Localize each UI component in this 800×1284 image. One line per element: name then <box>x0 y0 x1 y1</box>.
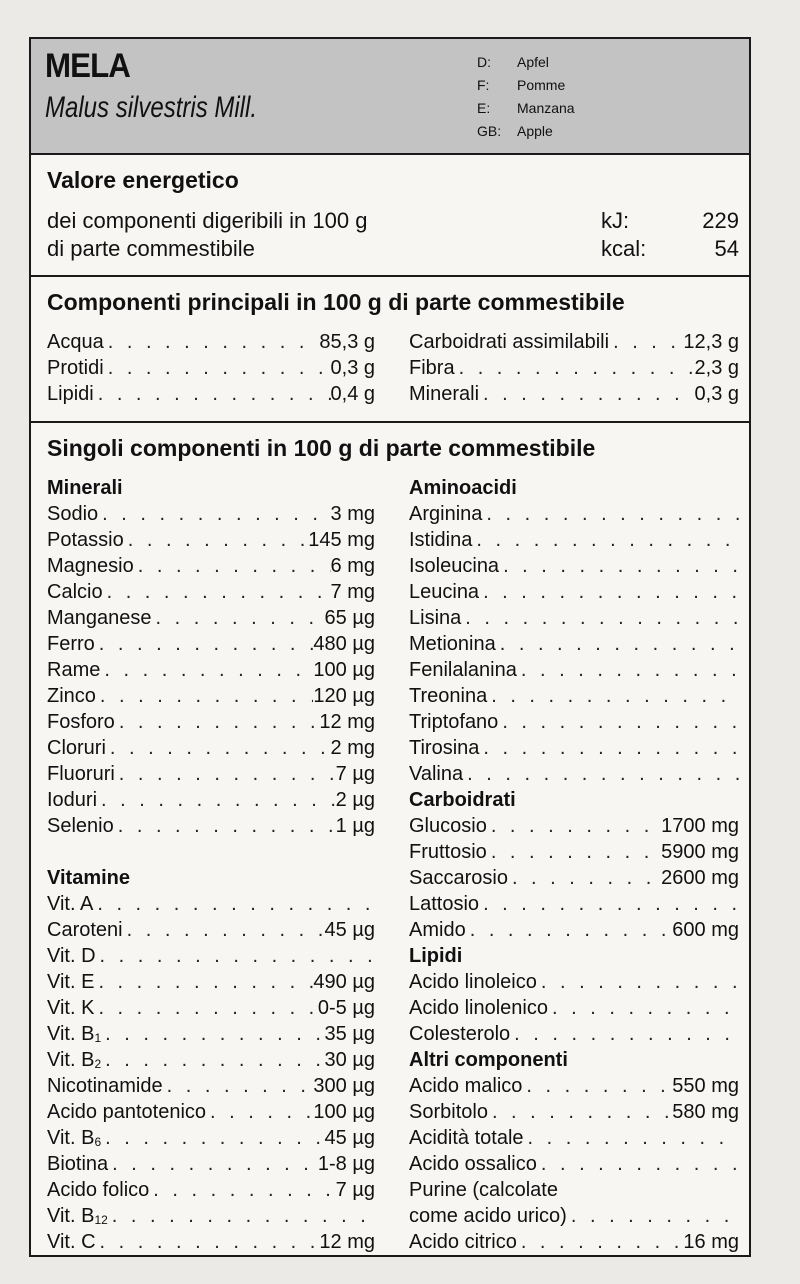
nutrient-label: Rame <box>47 659 101 681</box>
leader-dots <box>106 735 331 761</box>
leader-dots <box>487 683 739 709</box>
nutrient-label: Acqua <box>47 331 104 353</box>
nutrient-row <box>47 1177 375 1203</box>
main-components-section <box>31 277 749 423</box>
main-left-column <box>47 329 375 407</box>
nutrient-value: 35 µg <box>324 1023 375 1045</box>
nutrient-value: 7 µg <box>335 1179 375 1201</box>
nutrient-label: Acido ossalico <box>409 1153 537 1175</box>
nutrient-subscript: 6 <box>94 1135 102 1149</box>
nutrient-value: 0,4 g <box>330 383 375 405</box>
nutrient-value: 100 µg <box>313 659 375 681</box>
nutrient-label: Fenilalanina <box>409 659 517 681</box>
nutrient-row <box>409 735 739 761</box>
nutrient-label: Sodio <box>47 503 99 525</box>
leader-dots <box>479 735 739 761</box>
main-components-title: Componenti principali in 100 g di parte commestibile <box>47 289 625 315</box>
translation-word: Apfel <box>517 54 549 70</box>
leader-dots <box>163 1073 314 1099</box>
translation-row <box>477 74 575 97</box>
nutrient-value: 120 µg <box>313 685 375 707</box>
nutrient-label: Amido <box>409 919 466 941</box>
main-right-column <box>409 329 739 407</box>
aminoacidi-heading: Aminoacidi <box>409 477 517 499</box>
leader-dots <box>498 709 739 735</box>
nutrient-value: 30 µg <box>324 1049 375 1071</box>
translation-word: Pomme <box>517 77 566 93</box>
language-code: F: <box>477 77 490 93</box>
leader-dots <box>96 683 314 709</box>
nutrient-row <box>409 917 739 943</box>
nutrient-label: Acido linolenico <box>409 997 548 1019</box>
leader-dots <box>517 657 739 683</box>
nutrient-label: Vit. B <box>47 1023 95 1045</box>
nutrient-row <box>47 917 375 943</box>
nutrient-value: 12,3 g <box>683 331 739 353</box>
leader-dots <box>463 761 739 787</box>
leader-dots <box>517 1229 684 1255</box>
nutrient-value: 6 mg <box>330 555 375 577</box>
nutrient-label: Purine (calcolate <box>409 1179 558 1201</box>
nutrient-label: Fosforo <box>47 711 115 733</box>
leader-dots <box>488 1099 672 1125</box>
nutrient-row <box>409 657 739 683</box>
nutrient-row <box>409 995 739 1021</box>
nutrient-row <box>47 813 375 839</box>
nutrient-row <box>47 501 375 527</box>
nutrient-row <box>409 1203 739 1229</box>
nutrient-row <box>409 553 739 579</box>
language-code: GB: <box>477 123 502 139</box>
nutrient-label: Vit. B <box>47 1205 95 1227</box>
kcal-row <box>601 235 739 263</box>
nutrient-label: Leucina <box>409 581 480 603</box>
leader-dots <box>487 813 661 839</box>
leader-dots <box>103 579 331 605</box>
nutrient-value: 45 µg <box>324 919 375 941</box>
leader-dots <box>479 579 739 605</box>
nutrient-row <box>409 1177 739 1203</box>
leader-dots <box>93 891 375 917</box>
nutrient-label: Fibra <box>409 357 455 379</box>
translation-word: Manzana <box>517 100 575 116</box>
nutrient-label: Vit. K <box>47 997 95 1019</box>
single-components-title: Singoli componenti in 100 g di parte commestibile <box>47 435 596 461</box>
nutrient-value: 550 mg <box>672 1075 739 1097</box>
nutrient-row <box>47 969 375 995</box>
nutrient-label: Selenio <box>47 815 114 837</box>
nutrient-value: 100 µg <box>313 1101 375 1123</box>
leader-dots <box>108 1203 375 1229</box>
leader-dots <box>98 501 330 527</box>
nutrient-row <box>409 501 739 527</box>
kj-label: kJ: <box>601 208 630 233</box>
nutrient-label: Biotina <box>47 1153 109 1175</box>
nutrient-label: come acido urico) <box>409 1205 567 1227</box>
nutrient-row <box>47 787 375 813</box>
nutrient-label: Colesterolo <box>409 1023 511 1045</box>
leader-dots <box>94 969 313 995</box>
nutrient-row <box>47 657 375 683</box>
nutrient-value: 1 µg <box>335 815 375 837</box>
nutrient-label: Ioduri <box>47 789 98 811</box>
nutrient-label: Zinco <box>47 685 96 707</box>
leader-dots <box>508 865 661 891</box>
nutrient-value: 580 mg <box>672 1101 739 1123</box>
nutrient-row <box>409 813 739 839</box>
nutrient-value: 5900 mg <box>661 841 739 863</box>
nutrient-row <box>47 891 375 917</box>
nutrient-label: Minerali <box>409 383 480 405</box>
leader-dots <box>567 1203 739 1229</box>
nutrient-label: Vit. B <box>47 1049 95 1071</box>
nutrient-label: Carboidrati assimilabili <box>409 331 610 353</box>
leader-dots <box>455 355 695 381</box>
fruit-name: MELA <box>45 47 130 85</box>
nutrient-label: Acido folico <box>47 1179 150 1201</box>
leader-dots <box>104 329 320 355</box>
single-right-column <box>409 475 739 1255</box>
nutrient-label: Acido linoleico <box>409 971 537 993</box>
energy-title: Valore energetico <box>47 167 239 193</box>
nutrient-row <box>47 1021 375 1047</box>
leader-dots <box>96 1229 320 1255</box>
leader-dots <box>609 329 683 355</box>
vitamine-heading: Vitamine <box>47 867 130 889</box>
nutrient-label: Caroteni <box>47 919 123 941</box>
nutrient-row <box>47 579 375 605</box>
nutrient-label: Isoleucina <box>409 555 500 577</box>
nutrient-row <box>47 329 375 355</box>
leader-dots <box>123 917 325 943</box>
nutrient-label: Istidina <box>409 529 473 551</box>
nutrient-label: Fluoruri <box>47 763 115 785</box>
leader-dots <box>482 501 739 527</box>
nutrient-value: 1700 mg <box>661 815 739 837</box>
nutrient-label: Vit. B <box>47 1127 95 1149</box>
kj-row <box>601 207 739 235</box>
nutrient-value: 1-8 µg <box>317 1153 375 1175</box>
leader-dots <box>152 605 325 631</box>
nutrient-row <box>409 709 739 735</box>
nutrient-row <box>409 1073 739 1099</box>
leader-dots <box>524 1125 739 1151</box>
leader-dots <box>149 1177 335 1203</box>
nutrient-row <box>409 631 739 657</box>
leader-dots <box>104 355 331 381</box>
leader-dots <box>461 605 739 631</box>
energy-line-2: di parte commestibile <box>47 236 255 261</box>
leader-dots <box>499 553 739 579</box>
nutrient-row <box>409 381 739 407</box>
kcal-value: 54 <box>714 236 739 261</box>
nutrient-label: Acidità totale <box>409 1127 524 1149</box>
kj-value: 229 <box>702 208 739 233</box>
nutrient-row <box>409 329 739 355</box>
leader-dots <box>472 527 739 553</box>
nutrient-label: Ferro <box>47 633 95 655</box>
nutrient-value: 2,3 g <box>694 357 739 379</box>
nutrient-value: 85,3 g <box>319 331 375 353</box>
nutrient-value: 2 mg <box>330 737 375 759</box>
nutrient-row <box>47 1099 375 1125</box>
nutrition-card <box>29 37 751 1257</box>
nutrient-value: 0-5 µg <box>317 997 375 1019</box>
nutrient-value: 65 µg <box>324 607 375 629</box>
nutrient-label: Calcio <box>47 581 103 603</box>
leader-dots <box>479 381 694 407</box>
nutrient-row <box>409 1021 739 1047</box>
nutrient-value: 600 mg <box>672 919 739 941</box>
leader-dots <box>95 631 314 657</box>
nutrient-row <box>47 605 375 631</box>
nutrient-label: Glucosio <box>409 815 487 837</box>
nutrient-row <box>47 735 375 761</box>
altri-componenti-heading: Altri componenti <box>409 1049 568 1071</box>
nutrient-label: Acido pantotenico <box>47 1101 207 1123</box>
leader-dots <box>548 995 739 1021</box>
nutrient-label: Tirosina <box>409 737 480 759</box>
leader-dots <box>206 1099 313 1125</box>
nutrient-label: Magnesio <box>47 555 134 577</box>
nutrient-row <box>47 553 375 579</box>
nutrient-label: Fruttosio <box>409 841 487 863</box>
nutrient-row <box>47 1203 375 1229</box>
nutrient-row <box>409 579 739 605</box>
nutrient-value: 16 mg <box>683 1231 739 1253</box>
leader-dots <box>101 1047 324 1073</box>
leader-dots <box>134 553 331 579</box>
nutrient-row <box>47 1125 375 1151</box>
leader-dots <box>537 1151 739 1177</box>
translation-word: Apple <box>517 123 553 139</box>
nutrient-value: 2 µg <box>335 789 375 811</box>
leader-dots <box>479 891 739 917</box>
nutrient-row <box>409 355 739 381</box>
nutrient-row <box>47 995 375 1021</box>
nutrient-label: Acido citrico <box>409 1231 517 1253</box>
nutrient-row <box>409 969 739 995</box>
leader-dots <box>487 839 661 865</box>
leader-dots <box>114 813 336 839</box>
nutrient-value: 2600 mg <box>661 867 739 889</box>
nutrient-label: Potassio <box>47 529 124 551</box>
nutrient-row <box>409 891 739 917</box>
leader-dots <box>101 1021 324 1047</box>
nutrient-row <box>409 605 739 631</box>
nutrient-label: Triptofano <box>409 711 499 733</box>
nutrient-row <box>47 631 375 657</box>
leader-dots <box>96 943 375 969</box>
single-left-column <box>47 475 375 1255</box>
energy-line-1: dei componenti digeribili in 100 g <box>47 208 368 233</box>
nutrient-row <box>47 943 375 969</box>
energy-section <box>31 155 749 277</box>
leader-dots <box>510 1021 739 1047</box>
nutrient-label: Lipidi <box>47 383 94 405</box>
leader-dots <box>115 709 320 735</box>
nutrient-label: Sorbitolo <box>409 1101 488 1123</box>
nutrient-label: Arginina <box>409 503 483 525</box>
leader-dots <box>101 1125 324 1151</box>
nutrient-row <box>47 527 375 553</box>
leader-dots <box>94 381 331 407</box>
nutrient-row <box>409 527 739 553</box>
nutrient-value: 12 mg <box>319 1231 375 1253</box>
nutrient-row <box>47 381 375 407</box>
nutrient-value: 3 mg <box>330 503 375 525</box>
nutrient-value: 490 µg <box>313 971 375 993</box>
leader-dots <box>115 761 336 787</box>
nutrient-value: 0,3 g <box>330 357 375 379</box>
nutrient-value: 300 µg <box>313 1075 375 1097</box>
nutrient-value: 0,3 g <box>694 383 739 405</box>
nutrient-label: Protidi <box>47 357 104 379</box>
language-code: E: <box>477 100 491 116</box>
nutrient-subscript: 1 <box>94 1031 102 1045</box>
kcal-label: kcal: <box>601 236 647 261</box>
nutrient-subscript: 2 <box>94 1057 102 1071</box>
translation-row <box>477 97 575 120</box>
nutrient-label: Acido malico <box>409 1075 523 1097</box>
nutrient-label: Valina <box>409 763 464 785</box>
nutrient-label: Saccarosio <box>409 867 508 889</box>
nutrient-row <box>47 683 375 709</box>
nutrient-row <box>409 1151 739 1177</box>
language-code: D: <box>477 54 491 70</box>
nutrient-label: Lisina <box>409 607 462 629</box>
translation-row <box>477 120 575 143</box>
nutrient-label: Vit. D <box>47 945 96 967</box>
nutrient-row <box>47 1047 375 1073</box>
nutrient-row <box>409 683 739 709</box>
energy-description <box>47 207 367 263</box>
nutrient-label: Treonina <box>409 685 488 707</box>
nutrient-row <box>409 839 739 865</box>
leader-dots <box>537 969 739 995</box>
leader-dots <box>108 1151 318 1177</box>
lipidi-heading: Lipidi <box>409 945 463 967</box>
carboidrati-heading: Carboidrati <box>409 789 516 811</box>
nutrient-label: Vit. E <box>47 971 95 993</box>
nutrient-label: Metionina <box>409 633 496 655</box>
leader-dots <box>522 1073 672 1099</box>
energy-values <box>601 207 739 263</box>
nutrient-label: Lattosio <box>409 893 480 915</box>
leader-dots <box>100 657 313 683</box>
nutrient-value: 7 mg <box>330 581 375 603</box>
nutrient-row <box>409 1099 739 1125</box>
nutrient-row <box>47 761 375 787</box>
translations-list <box>477 51 575 143</box>
nutrient-row <box>47 355 375 381</box>
leader-dots <box>496 631 739 657</box>
nutrient-label: Vit. A <box>47 893 94 915</box>
leader-dots <box>124 527 309 553</box>
leader-dots <box>466 917 673 943</box>
latin-name: Malus silvestris Mill. <box>45 91 258 124</box>
nutrient-subscript: 12 <box>94 1213 108 1227</box>
leader-dots <box>94 995 317 1021</box>
minerali-heading: Minerali <box>47 477 123 499</box>
nutrient-row <box>409 1229 739 1255</box>
translation-row <box>477 51 575 74</box>
nutrient-row <box>409 761 739 787</box>
nutrient-row <box>409 1125 739 1151</box>
nutrient-label: Cloruri <box>47 737 106 759</box>
single-components-section <box>31 423 749 1255</box>
nutrient-value: 7 µg <box>335 763 375 785</box>
nutrient-label: Manganese <box>47 607 152 629</box>
nutrient-label: Vit. C <box>47 1231 96 1253</box>
nutrient-value: 145 mg <box>308 529 375 551</box>
nutrient-row <box>409 865 739 891</box>
nutrient-value: 45 µg <box>324 1127 375 1149</box>
card-header <box>31 39 749 155</box>
nutrient-value: 480 µg <box>313 633 375 655</box>
nutrient-value: 12 mg <box>319 711 375 733</box>
nutrient-row <box>47 709 375 735</box>
nutrient-label: Nicotinamide <box>47 1075 163 1097</box>
leader-dots <box>97 787 336 813</box>
